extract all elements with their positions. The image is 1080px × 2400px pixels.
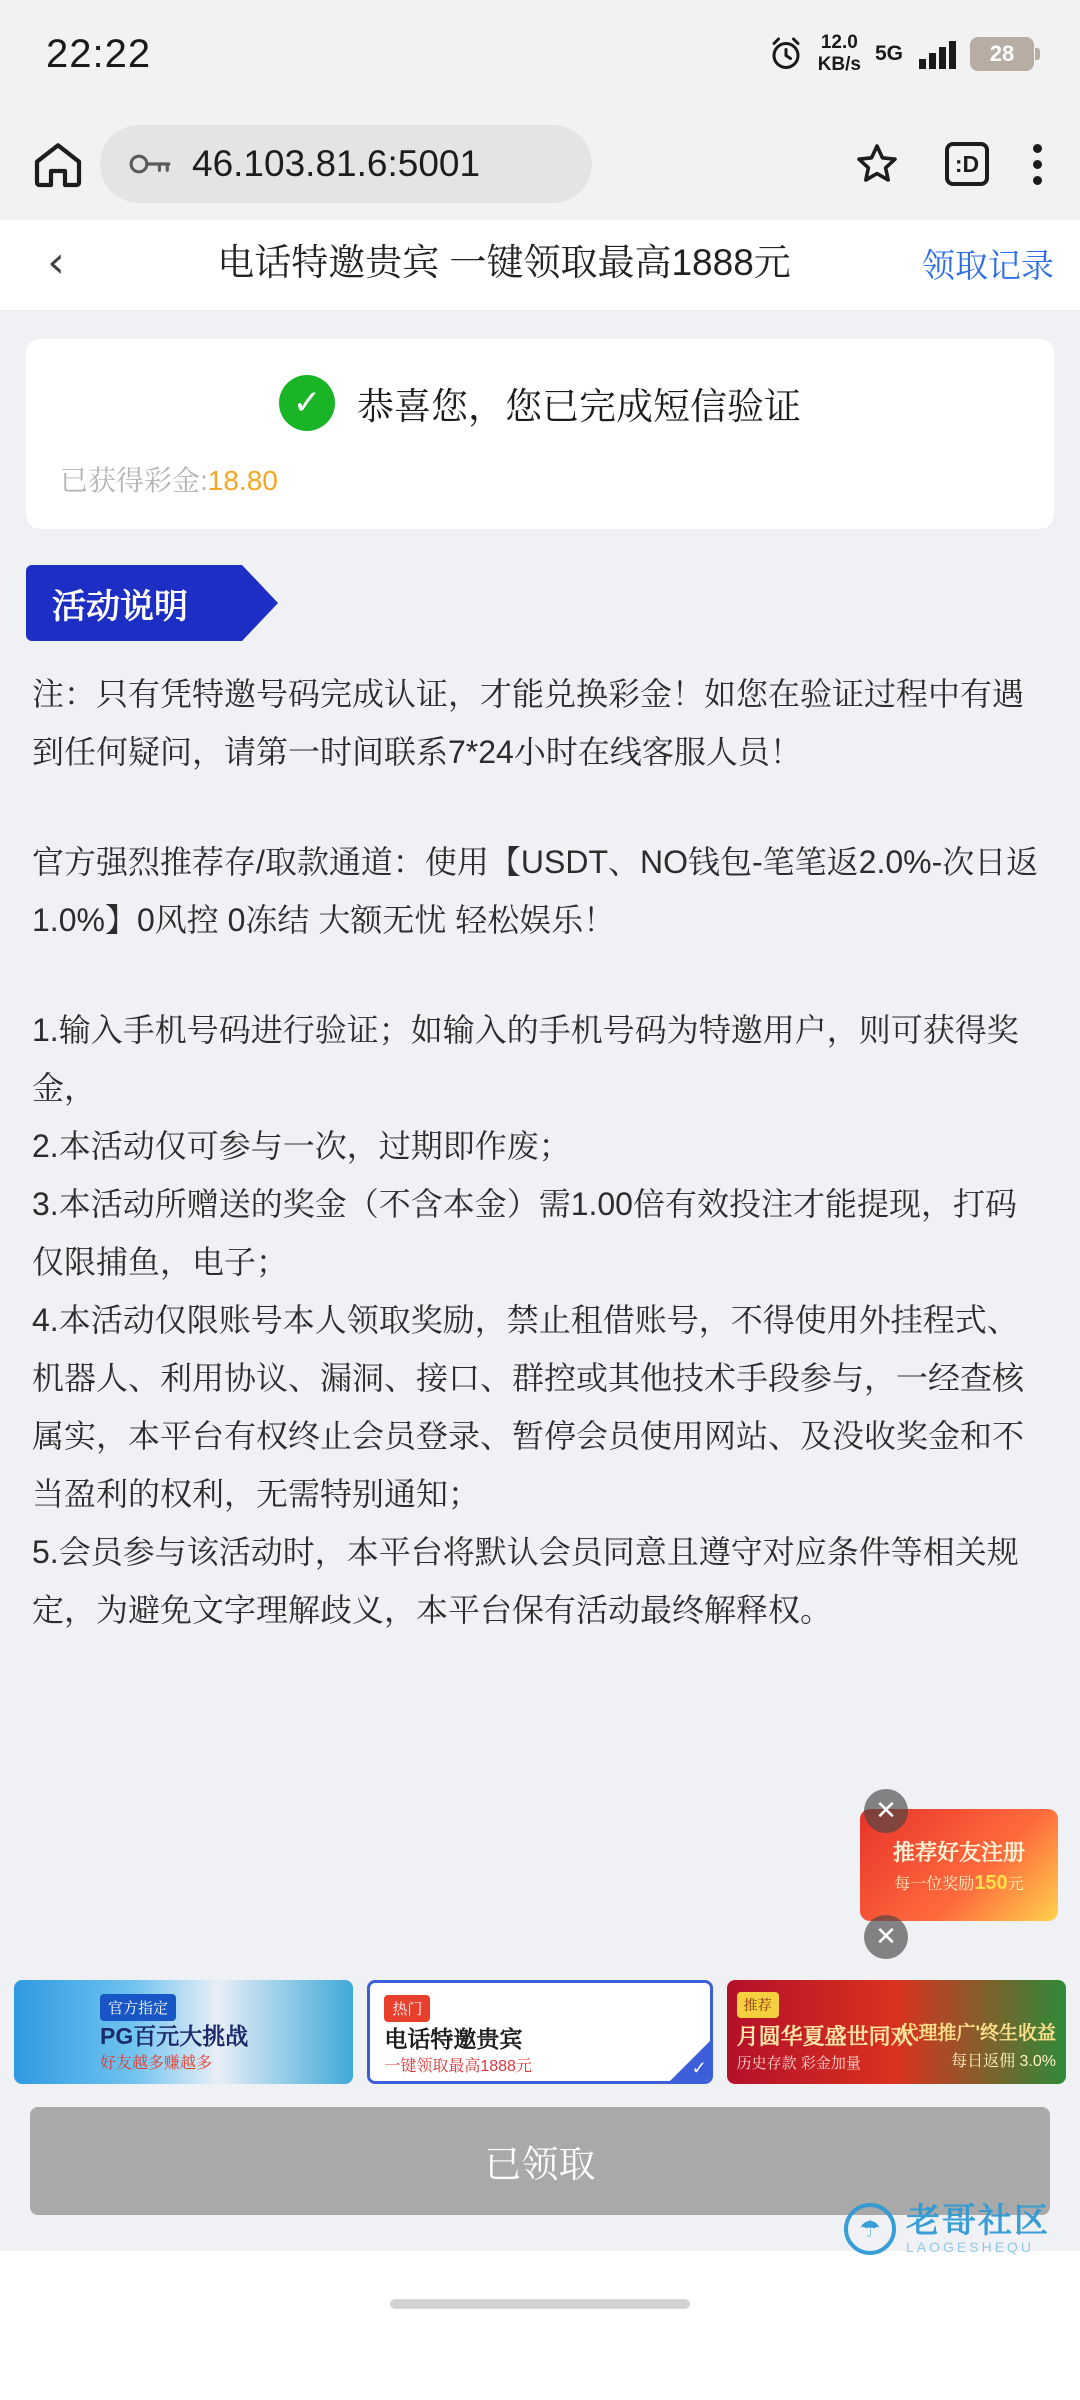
close-floating-ad-icon[interactable]: ✕ — [864, 1789, 908, 1833]
page-title: 电话特邀贵宾 一键领取最高1888元 — [217, 242, 791, 283]
star-icon[interactable] — [853, 140, 901, 188]
rule-paragraph: 官方强烈推荐存/取款通道：使用【USDT、NO钱包-笔笔返2.0%-次日返1.0%】0风控 0冻结 大额无忧 轻松娱乐！ — [32, 844, 1039, 938]
paragraph-spacer — [32, 781, 1048, 833]
network-speed — [818, 32, 861, 76]
page-content — [0, 311, 1080, 2091]
watermark — [844, 2203, 1050, 2256]
floating-ad-title: 推荐好友注册 — [892, 1839, 1025, 1865]
banner-strip — [0, 1973, 1080, 2091]
rule-paragraph: 3.本活动所赠送的奖金（不含本金）需1.00倍有效投注才能提现，打码仅限捕鱼，电子； — [32, 1186, 1017, 1280]
rule-paragraph: 4.本活动仅限账号本人领取奖励，禁止租借账号，不得使用外挂程式、机器人、利用协议、漏洞、接口、群控或其他技术手段参与，一经查核属实，本平台有权终止会员登录、暂停会员使用网站、及没收奖金和不当盈利的权利，无需特别通知； — [32, 1302, 1025, 1512]
browser-actions — [606, 140, 1050, 188]
banner-agent-rebate[interactable] — [727, 1980, 1066, 2084]
floating-ad-subtitle — [894, 1871, 1023, 1895]
home-gesture-pill[interactable] — [390, 2299, 690, 2309]
banner-chip: 官方指定 — [100, 1994, 176, 2021]
gold-earned-label: 已获得彩金: — [60, 465, 208, 496]
section-tag-label: 活动说明 — [26, 565, 242, 641]
banner-right-title: 代理推广'终生收益 — [899, 2023, 1056, 2044]
back-chevron-icon[interactable]: ‹ — [47, 237, 65, 288]
verification-card — [26, 339, 1054, 529]
system-navigation-bar — [0, 2202, 1080, 2371]
section-tag — [26, 565, 278, 641]
banner-chip: 热门 — [384, 1995, 430, 2022]
claim-button[interactable]: 已领取 — [30, 2107, 1050, 2215]
url-text: 46.103.81.6:5001 — [192, 143, 481, 184]
network-speed-value: 12.0 — [820, 32, 858, 53]
watermark-title: 老哥社区 — [906, 2202, 1050, 2240]
banner-pg-challenge[interactable] — [14, 1980, 353, 2084]
banner-right-subtitle: 每日返佣 3.0% — [951, 2053, 1056, 2070]
rule-paragraph: 注：只有凭特邀号码完成认证，才能兑换彩金！如您在验证过程中有遇到任何疑问，请第一时间联系7*24小时在线客服人员！ — [32, 676, 1025, 770]
banner-subtitle: 好友越多赚越多 — [100, 2055, 213, 2072]
watermark-subtitle: LAOGESHEQU — [906, 2239, 1035, 2256]
overflow-menu-icon[interactable] — [1033, 144, 1042, 185]
verification-row — [60, 375, 1020, 431]
floating-ad-amount: 150 — [974, 1871, 1008, 1894]
banner-chip: 推荐 — [737, 1992, 779, 2018]
rule-paragraph: 1.输入手机号码进行验证；如输入的手机号码为特邀用户，则可获得奖金， — [32, 1012, 1019, 1106]
network-type: 5G — [874, 42, 903, 65]
battery-indicator: 28 — [970, 37, 1034, 71]
browser-toolbar — [0, 108, 1080, 220]
address-bar[interactable] — [100, 125, 592, 203]
banner-title: 电话特邀贵宾 — [384, 2026, 523, 2052]
verification-message: 恭喜您，您已完成短信验证 — [357, 386, 801, 427]
paragraph-spacer — [32, 949, 1048, 1001]
watermark-text — [906, 2203, 1050, 2256]
status-time: 22:22 — [46, 31, 152, 76]
banner-title: PG百元大挑战 — [100, 2023, 249, 2049]
connection-info-icon — [128, 149, 172, 179]
banner-subtitle: 一键领取最高1888元 — [384, 2058, 532, 2075]
alarm-icon — [768, 36, 804, 72]
banner-subtitle: 历史存款 彩金加量 — [736, 2055, 861, 2072]
close-banner-ad-icon[interactable]: ✕ — [864, 1915, 908, 1959]
banner-vip-invite[interactable] — [367, 1980, 712, 2084]
watermark-logo-icon: ☂ — [844, 2203, 896, 2255]
signal-strength-icon — [919, 39, 956, 69]
rule-paragraph: 2.本活动仅可参与一次，过期即作废； — [32, 1128, 571, 1164]
status-bar — [0, 0, 1080, 108]
status-indicators — [768, 32, 1034, 76]
profile-badge-icon[interactable]: :D — [945, 142, 989, 186]
check-circle-icon: ✓ — [279, 375, 335, 431]
section-tag-arrow — [242, 565, 278, 641]
home-icon[interactable] — [30, 136, 86, 192]
rule-paragraph: 5.会员参与该活动时，本平台将默认会员同意且遵守对应条件等相关规定，为避免文字理解歧义，本平台保有活动最终解释权。 — [32, 1534, 1019, 1628]
floating-ad-sub-prefix: 每一位奖励 — [894, 1875, 975, 1893]
claim-records-link[interactable]: 领取记录 — [922, 246, 1054, 284]
banner-selected-check-icon: ✓ — [670, 2041, 710, 2081]
banner-title: 月圆华夏盛世同欢 — [736, 2024, 913, 2049]
gold-earned-amount: 18.80 — [207, 465, 278, 496]
network-speed-unit: KB/s — [817, 54, 861, 75]
gold-earned-row — [60, 459, 1020, 499]
floating-ad-sub-suffix: 元 — [1007, 1875, 1024, 1893]
rules-text — [32, 665, 1048, 1639]
page-header — [0, 220, 1080, 311]
